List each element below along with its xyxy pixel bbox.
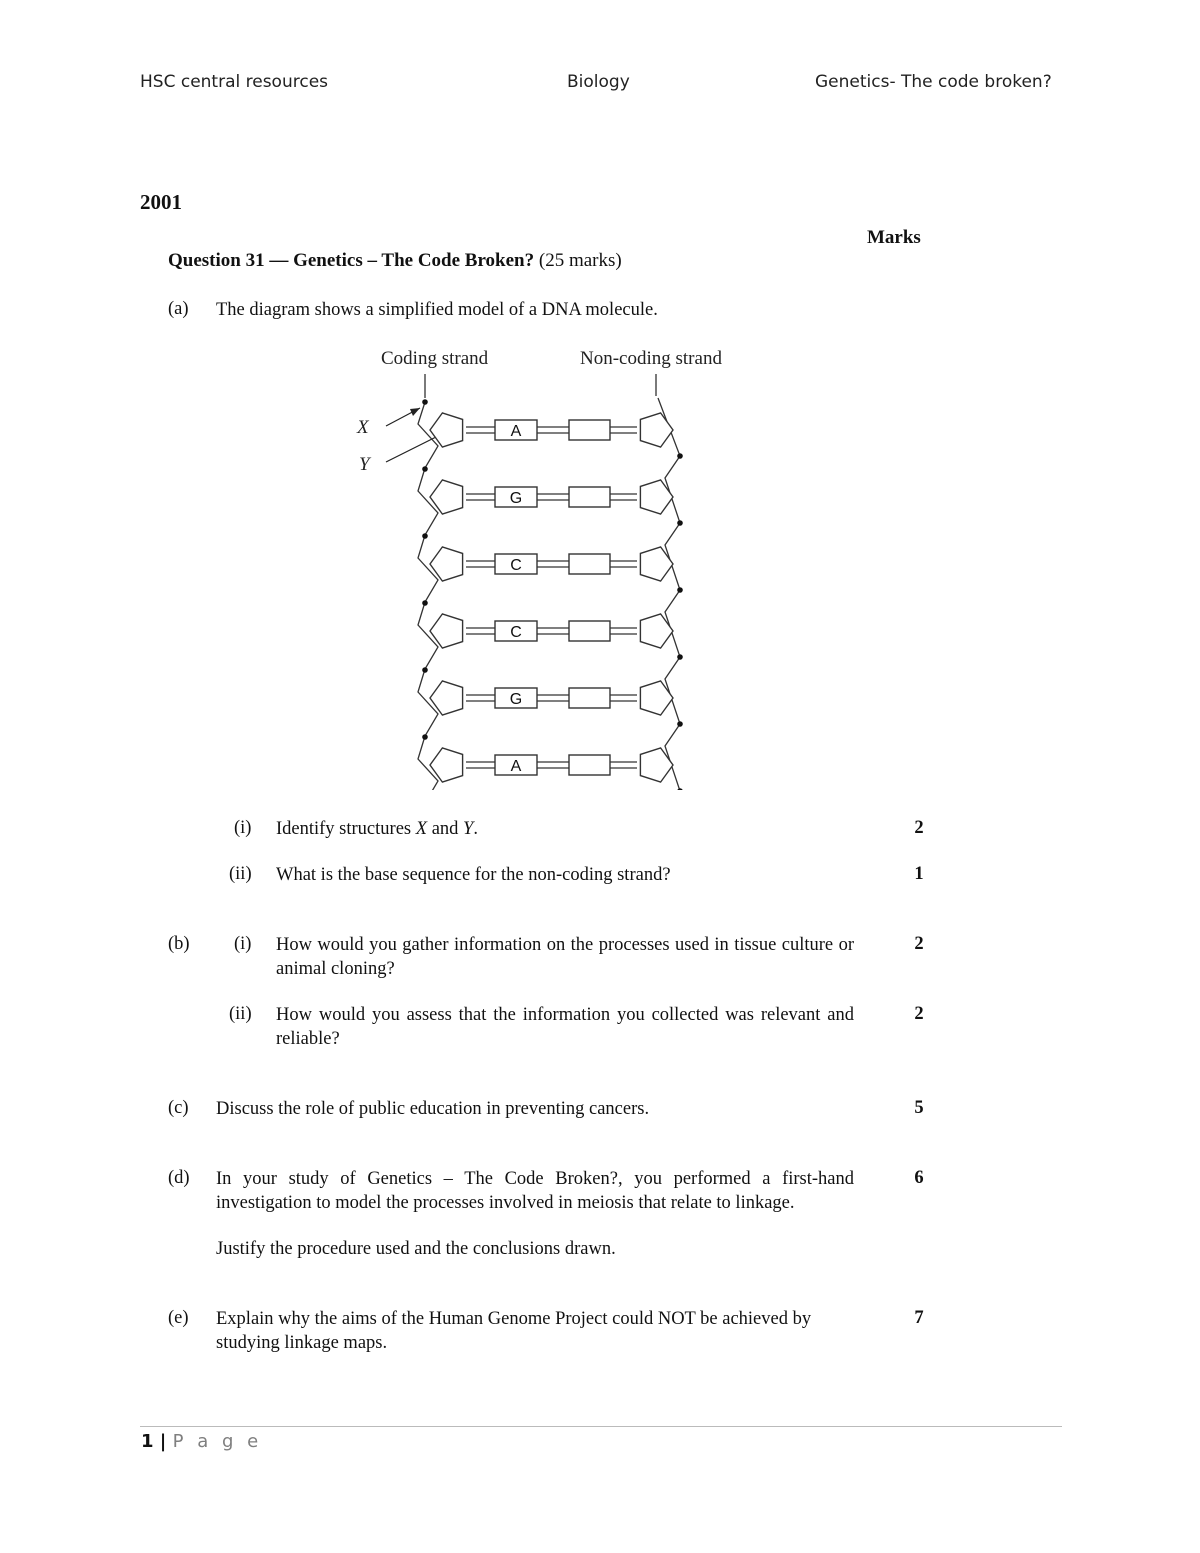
- coding-base-letter: A: [510, 758, 522, 775]
- coding-strand-backbone: [418, 402, 438, 790]
- part-a-label: (a): [168, 299, 189, 319]
- part-c-text: Discuss the role of public education in preventing cancers.: [216, 1099, 650, 1119]
- part-e-mark: 7: [914, 1308, 924, 1328]
- noncoding-base-box: [569, 420, 610, 440]
- part-a-i-text: [276, 817, 478, 841]
- marks-heading: Marks: [867, 227, 921, 248]
- dna-diagram: [340, 340, 760, 790]
- part-a-text: The diagram shows a simplified model of a DNA molecule.: [216, 300, 658, 320]
- exam-year: 2001: [140, 190, 182, 214]
- noncoding-phosphate: [677, 587, 683, 593]
- header-right: Genetics- The code broken?: [815, 72, 1052, 92]
- x-pointer-arrow: [386, 408, 420, 426]
- part-e-text: Explain why the aims of the Human Genome Project could NOT be achieved by studying linkage maps.: [216, 1309, 812, 1353]
- part-d-text: In your study of Genetics – The Code Broken?, you performed a first-hand investigation to model the processes involved in meiosis that relate to linkage.: [216, 1169, 854, 1213]
- part-a-i-text-start: Identify structures: [276, 819, 416, 839]
- part-d-text2: Justify the procedure used and the conclusions drawn.: [216, 1239, 616, 1259]
- coding-base-letter: C: [510, 624, 522, 641]
- part-a-i-label: (i): [234, 818, 252, 838]
- y-label: Y: [359, 454, 370, 475]
- coding-base-letter: G: [509, 490, 523, 507]
- question-title-bold: Question 31 — Genetics – The Code Broken?: [168, 250, 535, 271]
- noncoding-phosphate: [677, 721, 683, 727]
- page-word: P a g e: [172, 1431, 263, 1452]
- part-a-ii-mark: 1: [914, 864, 924, 884]
- part-a-i-end: .: [473, 819, 478, 839]
- part-a-i-y: Y: [463, 819, 474, 839]
- coding-base-letter: A: [510, 423, 522, 440]
- noncoding-base-box: [569, 621, 610, 641]
- header-left: HSC central resources: [140, 72, 329, 92]
- noncoding-sugar: [640, 413, 673, 447]
- part-a-i-mark: 2: [914, 818, 924, 838]
- coding-strand-label: Coding strand: [381, 348, 489, 369]
- part-b-ii-mark: 2: [914, 1004, 924, 1024]
- header-center: Biology: [567, 72, 630, 92]
- part-c-mark: 5: [914, 1098, 924, 1118]
- noncoding-phosphate: [677, 520, 683, 526]
- part-a-ii-text: What is the base sequence for the non-coding strand?: [276, 865, 671, 885]
- coding-phosphate: [422, 600, 428, 606]
- part-b-i-label: (i): [234, 934, 252, 954]
- part-c-label: (c): [168, 1098, 189, 1118]
- part-a-i-mid: and: [427, 819, 464, 839]
- noncoding-base-box: [569, 755, 610, 775]
- coding-phosphate: [422, 734, 428, 740]
- part-e-label: (e): [168, 1308, 189, 1328]
- coding-phosphate: [422, 667, 428, 673]
- noncoding-sugar: [640, 614, 673, 648]
- noncoding-strand-label: Non-coding strand: [580, 348, 722, 369]
- coding-base-letter: G: [509, 691, 523, 708]
- question-title: [168, 250, 622, 272]
- noncoding-phosphate: [677, 788, 683, 790]
- coding-phosphate: [422, 399, 428, 405]
- part-b-i-text: How would you gather information on the processes used in tissue culture or animal cloning?: [276, 935, 854, 979]
- x-label: X: [357, 417, 369, 438]
- dna-rungs: [418, 398, 683, 790]
- part-b-label: (b): [168, 934, 190, 954]
- part-a-ii-label: (ii): [229, 864, 252, 884]
- question-title-marks: (25 marks): [534, 250, 622, 271]
- part-d-label: (d): [168, 1168, 190, 1188]
- part-a-i-x: X: [415, 819, 428, 839]
- footer-separator: |: [153, 1431, 173, 1452]
- part-b-ii-label: (ii): [229, 1004, 252, 1024]
- noncoding-strand-backbone: [658, 398, 680, 790]
- noncoding-base-box: [569, 487, 610, 507]
- noncoding-sugar: [640, 547, 673, 581]
- footer-rule: [140, 1426, 1062, 1427]
- noncoding-sugar: [640, 748, 673, 782]
- coding-phosphate: [422, 533, 428, 539]
- part-b-ii-text: How would you assess that the information you collected was relevant and reliable?: [276, 1005, 854, 1049]
- coding-phosphate: [422, 466, 428, 472]
- part-b-i-mark: 2: [914, 934, 924, 954]
- part-d-mark: 6: [914, 1168, 924, 1188]
- page-footer: [141, 1431, 262, 1452]
- noncoding-base-box: [569, 554, 610, 574]
- noncoding-phosphate: [677, 453, 683, 459]
- noncoding-sugar: [640, 681, 673, 715]
- noncoding-sugar: [640, 480, 673, 514]
- coding-base-letter: C: [510, 557, 522, 574]
- noncoding-phosphate: [677, 654, 683, 660]
- noncoding-base-box: [569, 688, 610, 708]
- page-number: 1: [141, 1431, 154, 1452]
